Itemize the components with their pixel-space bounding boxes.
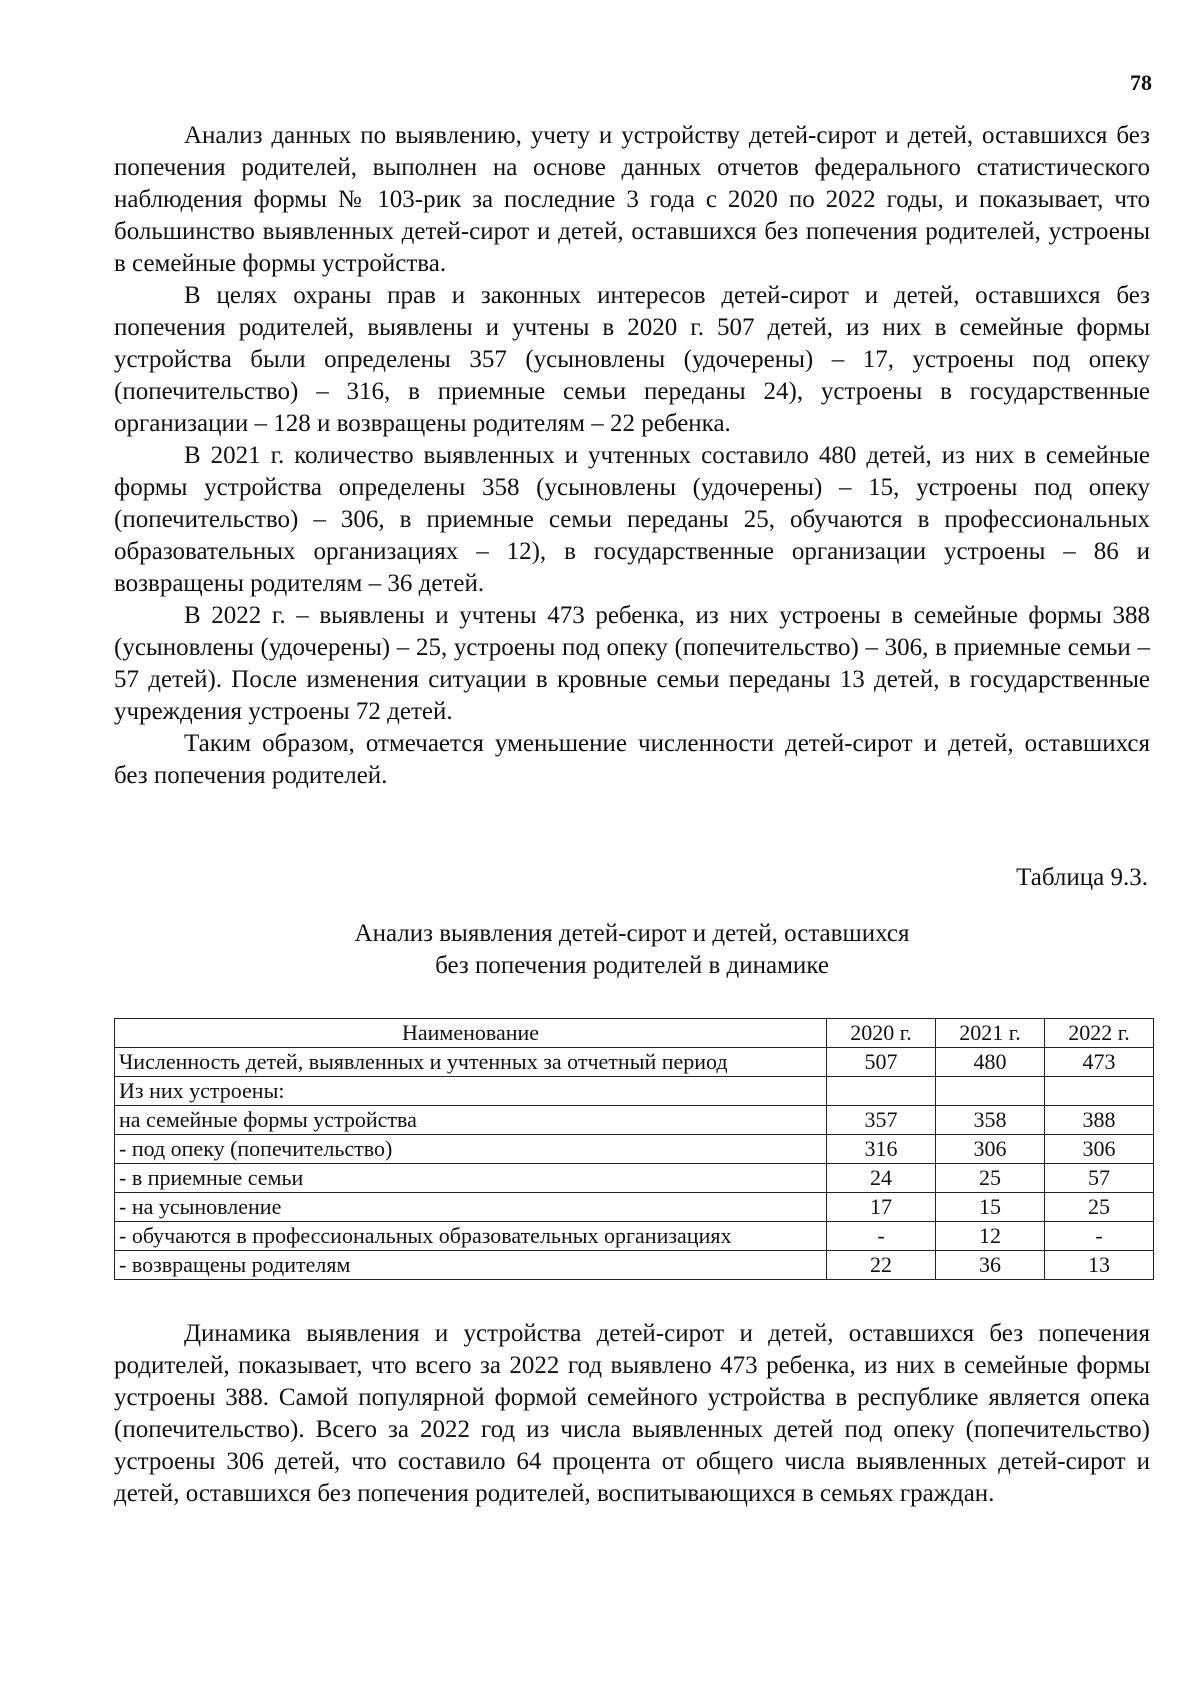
orphans-table [114, 1018, 1154, 1280]
value-2020: 507 [827, 1048, 936, 1077]
value-2021: 306 [936, 1135, 1045, 1164]
table-caption-line-1: Анализ выявления детей-сирот и детей, оставшихся [354, 920, 910, 947]
header-2020: 2020 г. [827, 1019, 936, 1048]
value-2022: 57 [1045, 1164, 1154, 1193]
value-2022: 473 [1045, 1048, 1154, 1077]
row-label: - обучаются в профессиональных образовательных организациях [115, 1222, 827, 1251]
value-2021: 12 [936, 1222, 1045, 1251]
table-row [115, 1135, 1154, 1164]
value-2021 [936, 1077, 1045, 1106]
table-row [115, 1106, 1154, 1135]
row-label: - возвращены родителям [115, 1251, 827, 1280]
value-2020 [827, 1077, 936, 1106]
row-label: на семейные формы устройства [115, 1106, 827, 1135]
value-2021: 358 [936, 1106, 1045, 1135]
paragraph-dynamics: Динамика выявления и устройства детей-сирот и детей, оставшихся без попечения родителей, показывает, что всего за 2022 год выявлено 473 ребенка, из них в семейные формы устроены 388. Самой популярной формой семейного устройства в республике является опека (попечительство). Всего за 2022 год из числа выявленных детей под опеку (попечительство) устроены 306 детей, что составило 64 процента от общего числа выявленных детей-сирот и детей, оставшихся без попечения родителей, воспитывающихся в семьях граждан. [114, 1320, 1150, 1507]
value-2022 [1045, 1077, 1154, 1106]
table-row [115, 1077, 1154, 1106]
value-2020: 22 [827, 1251, 936, 1280]
table-caption-line-2: без попечения родителей в динамике [435, 952, 829, 979]
table-header-row [115, 1019, 1154, 1048]
value-2022: 388 [1045, 1106, 1154, 1135]
value-2021: 25 [936, 1164, 1045, 1193]
header-name: Наименование [115, 1019, 827, 1048]
table-row [115, 1222, 1154, 1251]
table-row [115, 1164, 1154, 1193]
paragraph-conclusion: Таким образом, отмечается уменьшение численности детей-сирот и детей, оставшихся без попечения родителей. [114, 730, 1150, 789]
value-2020: 316 [827, 1135, 936, 1164]
paragraph-2020: В целях охраны прав и законных интересов детей-сирот и детей, оставшихся без попечения родителей, выявлены и учтены в 2020 г. 507 детей, из них в семейные формы устройства были определены 357 (усыновлены (удочерены) – 17, устроены под опеку (попечительство) – 316, в приемные семьи переданы 24), устроены в государственные организации – 128 и возвращены родителям – 22 ребенка. [114, 282, 1150, 437]
value-2020: 17 [827, 1193, 936, 1222]
row-label: - на усыновление [115, 1193, 827, 1222]
value-2020: - [827, 1222, 936, 1251]
header-2021: 2021 г. [936, 1019, 1045, 1048]
header-2022: 2022 г. [1045, 1019, 1154, 1048]
row-label: - под опеку (попечительство) [115, 1135, 827, 1164]
value-2022: - [1045, 1222, 1154, 1251]
value-2022: 25 [1045, 1193, 1154, 1222]
value-2021: 480 [936, 1048, 1045, 1077]
row-label: - в приемные семьи [115, 1164, 827, 1193]
value-2020: 24 [827, 1164, 936, 1193]
value-2021: 15 [936, 1193, 1045, 1222]
table-caption [114, 918, 1150, 982]
closing-text [114, 1318, 1150, 1510]
paragraph-2022: В 2022 г. – выявлены и учтены 473 ребенка, из них устроены в семейные формы 388 (усыновлены (удочерены) – 25, устроены под опеку (попечительство) – 306, в приемные семьи – 57 детей). После изменения ситуации в кровные семьи переданы 13 детей, в государственные учреждения устроены 72 детей. [114, 602, 1150, 725]
table-row [115, 1251, 1154, 1280]
intro-text [114, 120, 1150, 792]
page-number: 78 [1130, 70, 1152, 95]
table-row [115, 1193, 1154, 1222]
value-2022: 13 [1045, 1251, 1154, 1280]
value-2021: 36 [936, 1251, 1045, 1280]
value-2020: 357 [827, 1106, 936, 1135]
paragraph-2021: В 2021 г. количество выявленных и учтенных составило 480 детей, из них в семейные формы устройства определены 358 (усыновлены (удочерены) – 15, устроены под опеку (попечительство) – 306, в приемные семьи переданы 25, обучаются в профессиональных образовательных организациях – 12), в государственные организации устроены – 86 и возвращены родителям – 36 детей. [114, 442, 1150, 597]
table-row [115, 1048, 1154, 1077]
paragraph-analysis: Анализ данных по выявлению, учету и устройству детей-сирот и детей, оставшихся без попечения родителей, выполнен на основе данных отчетов федерального статистического наблюдения формы № 103-рик за последние 3 года с 2020 по 2022 годы, и показывает, что большинство выявленных детей-сирот и детей, оставшихся без попечения родителей, устроены в семейные формы устройства. [114, 122, 1150, 277]
value-2022: 306 [1045, 1135, 1154, 1164]
row-label: Численность детей, выявленных и учтенных за отчетный период [115, 1048, 827, 1077]
table-label: Таблица 9.3. [1016, 864, 1148, 891]
row-label: Из них устроены: [115, 1077, 827, 1106]
